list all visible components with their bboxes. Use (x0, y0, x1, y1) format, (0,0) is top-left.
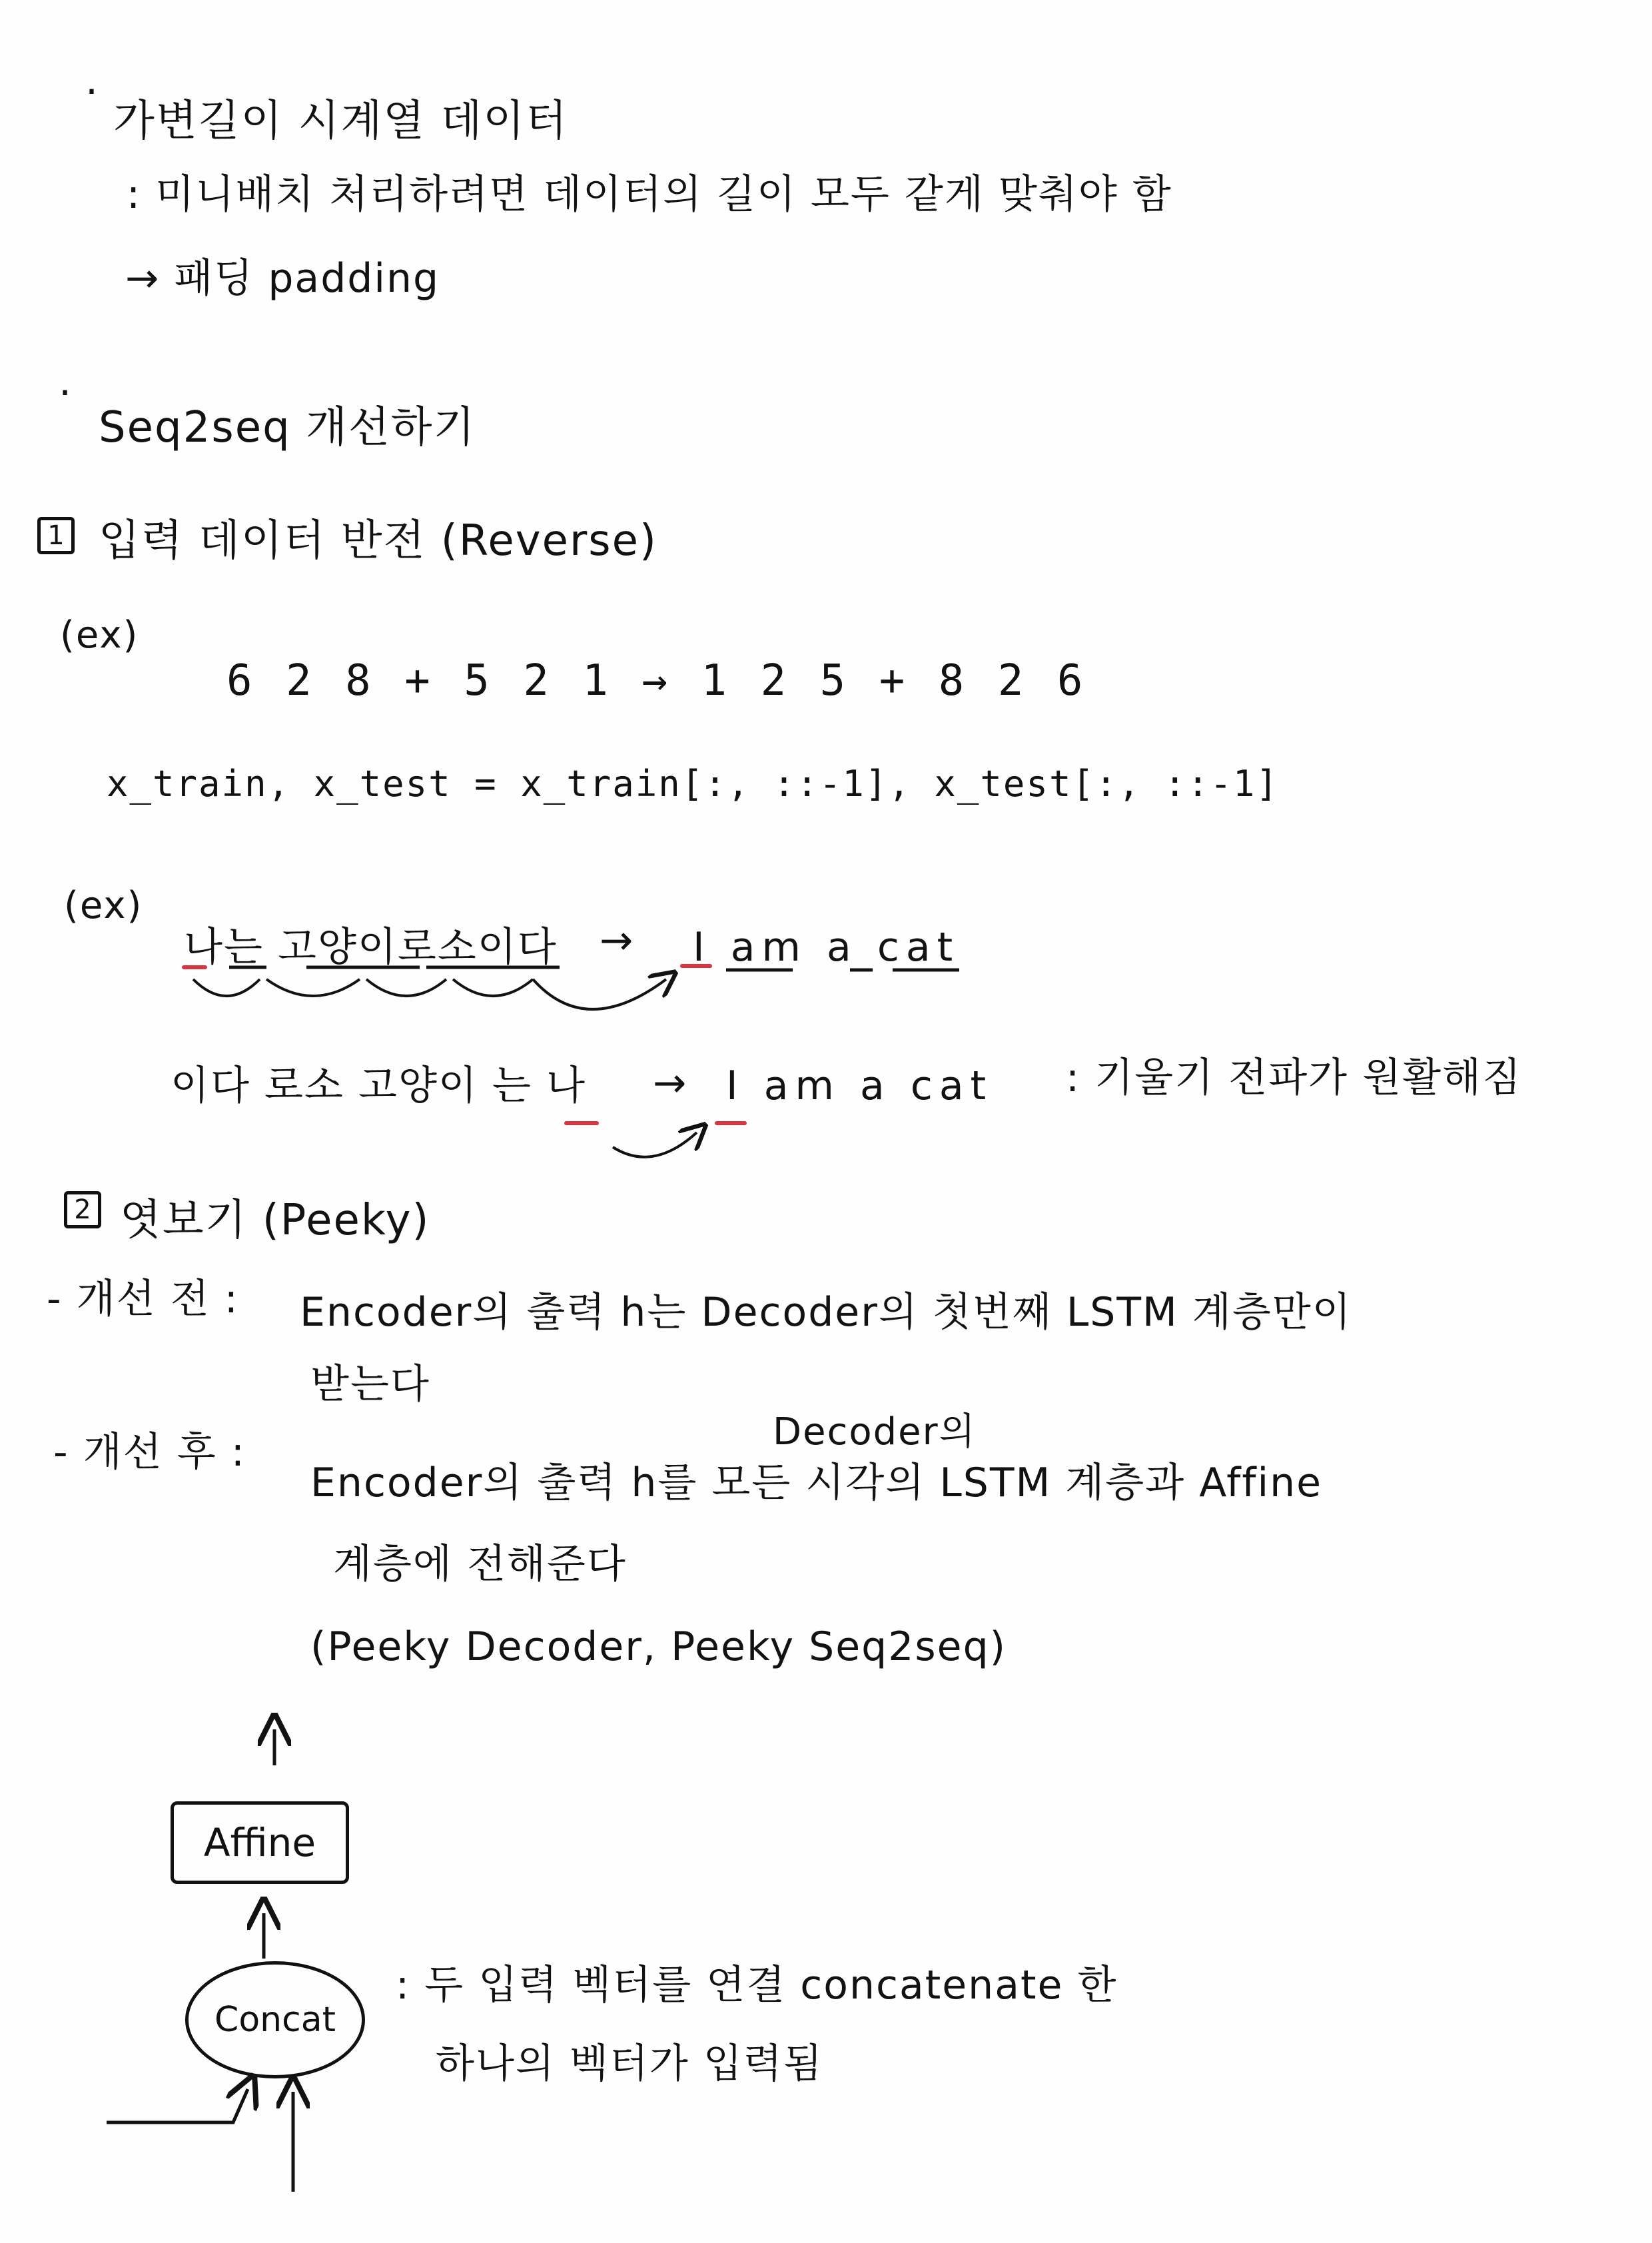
after-line2: 계층에 전해준다 (333, 1541, 627, 1587)
section2-title: Seq2seq 개선하기 (99, 403, 476, 452)
example2-reversed-target: I am a cat (726, 1063, 993, 1109)
arc-1 (193, 979, 260, 996)
arc-4 (453, 979, 533, 996)
example2-arrow: → (600, 917, 635, 964)
before-line2: 받는다 (310, 1361, 430, 1408)
after-line1: Encoder의 출력 h를 모든 시각의 LSTM 계층과 Affine (310, 1460, 1323, 1506)
concat-note-line2: 하나의 벡터가 입력됨 (436, 2040, 823, 2087)
example1-label: (ex) (60, 614, 139, 657)
before-label: - 개선 전 : (47, 1276, 239, 1322)
after-label: - 개선 후 : (53, 1429, 246, 1476)
section1-description: : 미니배치 처리하려면 데이터의 길이 모두 같게 맞춰야 함 (127, 171, 1172, 218)
concat-note-line1: : 두 입력 벡터를 연결 concatenate 한 (396, 1962, 1118, 2009)
item2-title: 엿보기 (Peeky) (120, 1196, 430, 1245)
example2-reversed-sentence: 이다 로소 고양이 는 나 (171, 1063, 586, 1109)
arrow-encoder-h-into-concat (107, 2089, 248, 2122)
example2-source-sentence: 나는 고양이로소이다 (184, 924, 558, 971)
example1-code: x_train, x_test = x_train[:, ::-1], x_test[:, ::-1] (107, 763, 1280, 805)
example2-reversed-arrow: → (653, 1060, 688, 1107)
before-line1: Encoder의 출력 h는 Decoder의 첫번째 LSTM 계층만이 (300, 1289, 1352, 1336)
example2-target-sentence: I am a cat (693, 924, 960, 971)
example2-label: (ex) (64, 884, 143, 927)
arc-2 (266, 979, 360, 996)
concat-node: Concat (185, 1961, 365, 2078)
example1-reverse-digits: 6 2 8 + 5 2 1 → 1 2 5 + 8 2 6 (226, 656, 1087, 705)
bullet-dot: · (85, 69, 99, 115)
example2-gradient-note: : 기울기 전파가 원활해짐 (1066, 1055, 1523, 1101)
after-insert-decoder: Decoder의 (773, 1410, 977, 1454)
long-arc-to-i (533, 979, 666, 1009)
item2-number-box: 2 (64, 1191, 101, 1228)
section1-title: 가변길이 시계열 데이터 (113, 97, 568, 146)
affine-layer-box: Affine (171, 1801, 349, 1884)
curved-arrow-na-to-i (613, 1132, 697, 1157)
arc-3 (366, 979, 446, 996)
after-line3: (Peeky Decoder, Peeky Seq2seq) (310, 1623, 1007, 1670)
item1-number-box: 1 (37, 517, 75, 554)
item1-title: 입력 데이터 반전 (Reverse) (99, 516, 657, 566)
bullet-dot: · (59, 370, 72, 416)
section1-padding-arrow: → 패딩 padding (125, 255, 440, 302)
